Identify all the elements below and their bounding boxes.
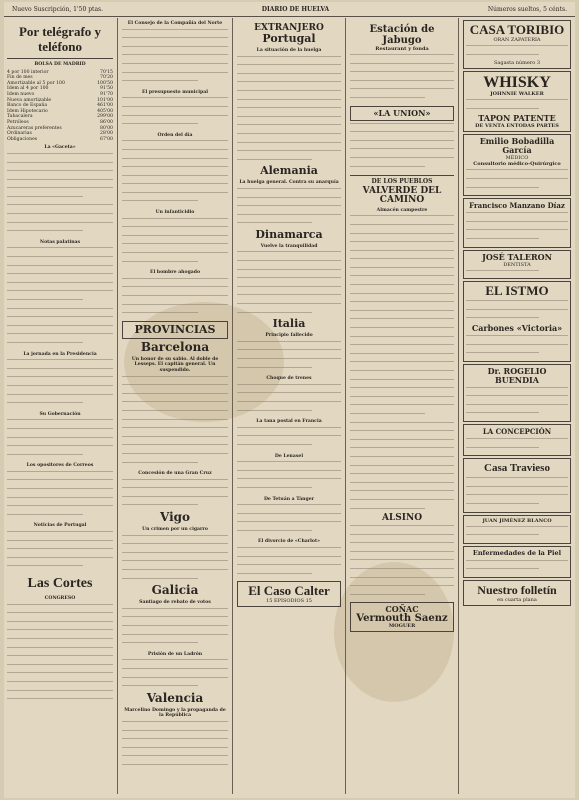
ad-travieso — [463, 458, 571, 512]
ad-emilio: Emilio Bobadilla García — [479, 136, 555, 156]
ad-toribio-title: CASA TORIBIO — [469, 22, 565, 37]
section-crimen: Un crimen por un cigarro — [142, 527, 208, 533]
bolsa-label: Fin de mes — [7, 75, 33, 81]
bolsa-value: 70'15 — [100, 69, 113, 75]
section-norte: El Consejo de la Compañía del Norte — [127, 21, 223, 26]
ad-venta: DE VENTA ENTODAS PARTES — [475, 123, 559, 130]
section-tranquilidad: Vuelve la tranquilidad — [260, 243, 318, 249]
ad-union-title: «LA UNION» — [373, 107, 431, 118]
section-fallecido: Principio fallecido — [265, 333, 313, 339]
pueblos-title: DE LOS PUEBLOS — [371, 178, 433, 186]
alemania-title: Alemania — [260, 164, 318, 178]
section-postal: La tana postal en Francia — [256, 419, 322, 425]
bolsa-value: 28'00 — [100, 131, 113, 137]
section-palatinas: Notas palatinas — [39, 239, 81, 245]
ad-consulta: Consultorio médico-Quirúrgico — [473, 161, 561, 168]
ad-istmo-title: EL ISTMO — [485, 283, 549, 299]
ad-manzano-title: Francisco Manzano Díaz — [469, 201, 565, 211]
bolsa-label: 4 por 100 interior — [7, 69, 49, 75]
alsino-title: ALSINO — [381, 513, 423, 524]
ad-caso-calter — [237, 581, 341, 607]
section-charlot: El divorcio de «Charlot» — [258, 539, 320, 545]
newspaper-page — [4, 2, 575, 798]
section-santiago: Santiago de rebato de votos — [139, 600, 211, 606]
section-choque: Choque de trenes — [266, 376, 312, 382]
bolsa-value: 91'70 — [100, 91, 113, 97]
bolsa-label: Idem nuevo — [7, 91, 35, 97]
ad-jimenez-title: JUAN JIMÉNEZ BLANCO — [482, 517, 552, 524]
bolsa-label: Tabacalera — [7, 114, 33, 120]
bolsa-value: 405'00 — [97, 108, 113, 114]
ad-piel — [463, 546, 571, 578]
section-huelga: La situación de la huelga — [256, 48, 322, 53]
bolsa-label: Ordinarias — [7, 131, 32, 137]
ad-moguer: MOGUER — [388, 623, 416, 630]
bolsa-value: 67'00 — [100, 136, 113, 142]
cortes-title: Las Cortes — [27, 576, 93, 591]
bolsa-label: Amortizable al 5 por 100 — [7, 80, 65, 86]
ad-jimenez — [463, 515, 571, 544]
section-domingo: Marcelino Domingo y la propaganda de la República — [124, 707, 226, 719]
ad-taleron — [463, 250, 571, 280]
ad-concepcion — [463, 424, 571, 456]
valverde-title: VALVERDE DEL CAMINO — [362, 185, 442, 205]
bolsa-value: 80'00 — [100, 125, 113, 131]
portugal-title: Portugal — [262, 32, 316, 45]
header-left: Nuevo Suscripción, 1'50 ptas. — [12, 5, 104, 13]
section-barcelona: Un honor de su sabio. Al doble de Lesseps. El capitán general. Un suspendido. — [131, 356, 219, 373]
bolsa-value: 299'00 — [97, 114, 113, 120]
headline: Por telégrafo y teléfono — [18, 24, 102, 54]
bolsa-value: 91'50 — [100, 86, 113, 92]
ad-jabugo-title: Estación de Jabugo — [369, 24, 435, 46]
column-3 — [234, 18, 344, 794]
ad-whisky — [463, 71, 571, 132]
bolsa-value: 70'20 — [100, 75, 113, 81]
ad-conac: COÑAC — [385, 604, 419, 615]
section-presupuesto: El presupuesto municipal — [142, 89, 208, 95]
bolsa-label: Nueva amortizable — [7, 97, 52, 103]
folletin-box — [463, 580, 571, 606]
bolsa-value: 101'00 — [97, 97, 113, 103]
section-presidencia: La jornada en la Presidencia — [23, 351, 97, 357]
bolsa-label: Banco de España — [7, 103, 48, 109]
section-anarquia: La huelga general. Contra su anarquía — [239, 180, 339, 186]
bolsa-label: Petróleos — [7, 119, 29, 125]
section-infanticidio: Un infanticidio — [155, 210, 195, 216]
bolsa-value: 86'00 — [100, 119, 113, 125]
ad-toribio-addr: Sagasta número 3 — [493, 60, 541, 67]
ad-manzano — [463, 198, 571, 247]
congreso-title: CONGRESO — [44, 596, 76, 601]
ad-caso-title: El Caso Calter — [248, 583, 330, 599]
ad-concepcion-title: LA CONCEPCIÓN — [482, 427, 552, 437]
section-ladron: Prisión de un Ladrón — [147, 651, 203, 657]
page-header — [4, 2, 575, 17]
ad-piel-title: Enfermedades de la Piel — [472, 548, 562, 557]
ad-dentista: DENTISTA — [503, 261, 531, 268]
section-gran-cruz: Concesión de una Gran Cruz — [138, 471, 212, 477]
ad-vermouth-title: Vermouth Saenz — [356, 613, 448, 625]
ad-medico: MÉDICO — [505, 155, 529, 162]
column-4 — [347, 18, 457, 794]
section-almacen: Almacén campestre — [376, 207, 428, 213]
ad-vermouth — [350, 602, 454, 632]
bolsa-label: Azucareras preferentes — [7, 125, 62, 131]
dinamarca-title: Dinamarca — [255, 227, 323, 241]
vigo-title: Vigo — [159, 510, 191, 525]
bolsa-label: Idem Hipotecario — [7, 108, 48, 114]
ad-jabugo-sub: Restaurant y fonda — [375, 46, 429, 52]
bolsa-value: 100'50 — [97, 80, 113, 86]
ad-caso-sub: 15 EPISODIOS 15 — [266, 598, 312, 605]
extranjero-title: EXTRANJERO — [254, 23, 324, 33]
bolsa-row — [7, 137, 113, 143]
ad-casa-toribio — [463, 20, 571, 69]
ad-buendia — [463, 364, 571, 422]
section-portugal: Noticias de Portugal — [33, 523, 87, 529]
bolsa-label: Obligaciones — [7, 136, 38, 142]
section-correos: Los opositores de Correos — [26, 463, 94, 469]
ad-tapon: TAPON PATENTE — [478, 113, 556, 124]
ad-toribio-sub: ORAN ZAPATERIA — [493, 37, 541, 43]
valencia-title: Valencia — [146, 690, 204, 705]
ad-istmo — [463, 281, 571, 362]
header-right: Números sueltos, 5 cénts. — [487, 5, 567, 13]
section-gaceta: La «Gaceta» — [44, 145, 76, 151]
section-gobernacion: Su Gobernación — [39, 411, 81, 417]
header-center: DIARIO DE HUELVA — [261, 5, 330, 13]
bolsa-label: Idem al 4 por 100 — [7, 86, 49, 92]
provincias-title: PROVINCIAS — [134, 322, 216, 336]
ad-carbones: Carbones «Victoria» — [471, 322, 563, 333]
bolsa-table — [7, 70, 113, 143]
barcelona-title: Barcelona — [140, 339, 210, 354]
section-orden: Orden del día — [157, 132, 193, 138]
column-5 — [460, 18, 574, 794]
ad-bobadilla — [463, 134, 571, 196]
ad-whisky-title: WHISKY — [483, 74, 551, 92]
bolsa-value: 461'00 — [97, 103, 113, 109]
ad-whisky-sub: JOHNNIE WALKER — [490, 91, 544, 98]
ad-travieso-title: Casa Travieso — [484, 462, 550, 475]
bolsa-title: BOLSA DE MADRID — [34, 62, 86, 67]
ad-taleron-title: JOSÉ TALERON — [482, 251, 552, 262]
column-1 — [4, 18, 116, 794]
ad-buendia-title: Dr. ROGELIO BUENDIA — [487, 365, 547, 385]
galicia-title: Galicia — [151, 583, 199, 598]
section-ahogado: El hombre ahogado — [149, 270, 201, 276]
folletin-title: Nuestro folletín — [477, 583, 557, 597]
italia-title: Italia — [272, 317, 306, 331]
section-tanger: De Tetuán a Tánger — [263, 496, 315, 502]
column-2 — [119, 18, 231, 794]
section-lenasel: De Lenasel — [274, 453, 304, 459]
folletin-sub: en cuarta plana — [497, 597, 537, 603]
